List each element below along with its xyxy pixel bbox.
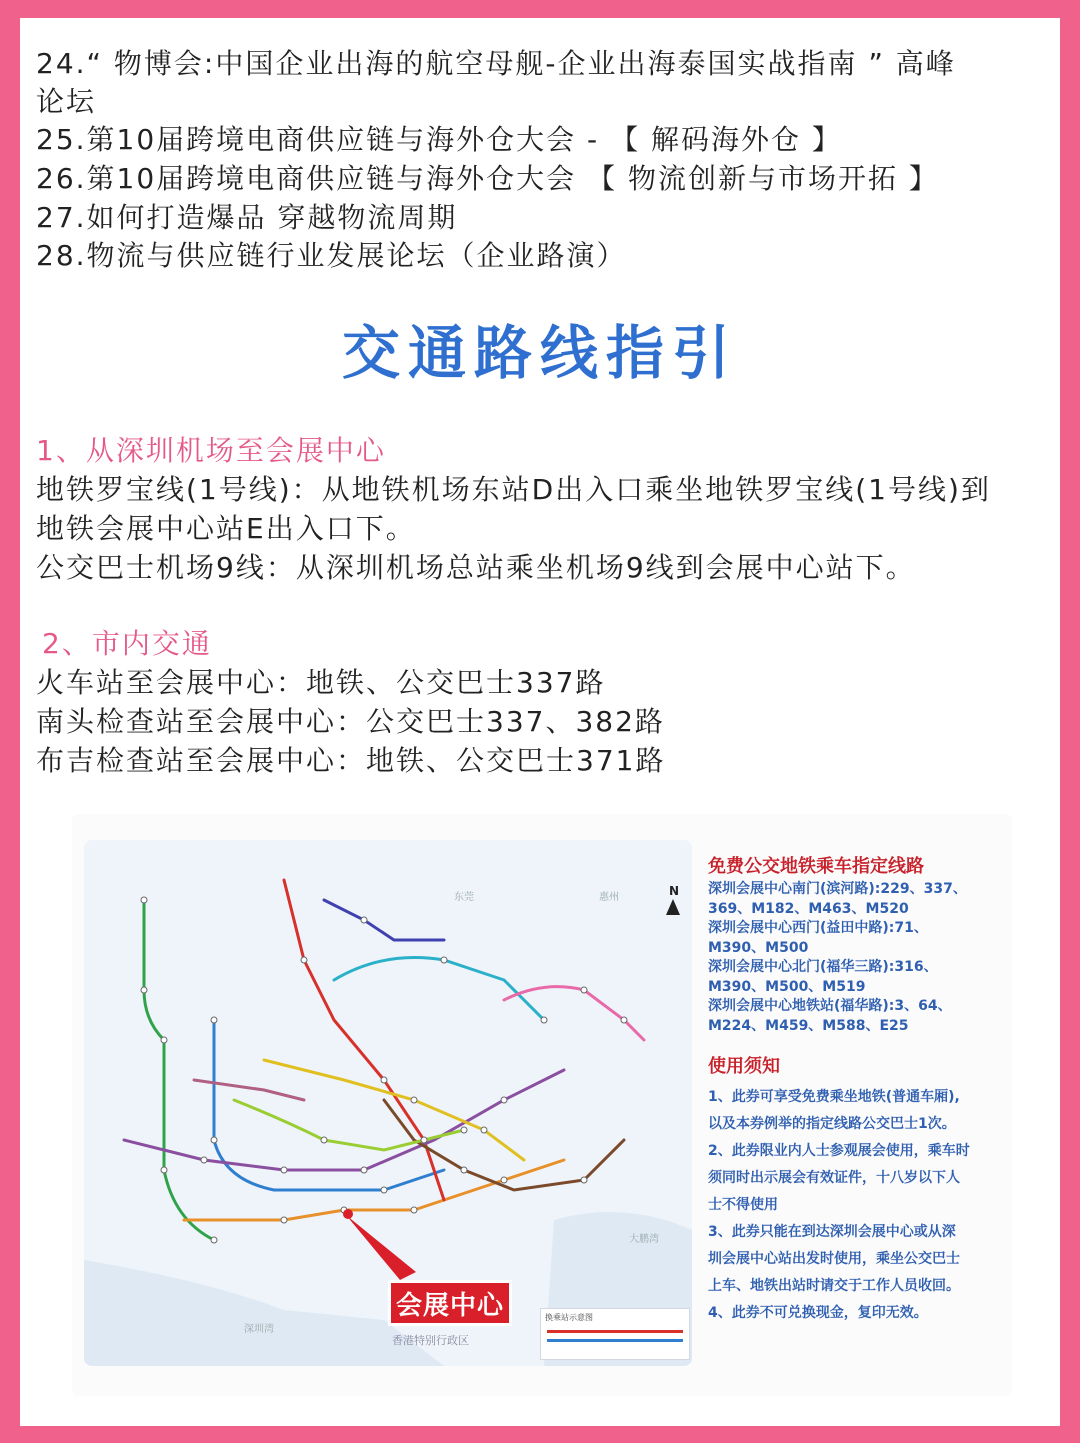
label-dapeng: 大鹏湾: [629, 1234, 659, 1245]
city-route-nantou: 南头检查站至会展中心：公交巴士337、382路: [36, 705, 665, 738]
section-airport-heading: 1、从深圳机场至会展中心: [36, 434, 386, 467]
route-south-gate: 深圳会展中心南门(滨河路):229、337、: [708, 881, 967, 897]
route-south-gate-cont: 369、M182、M463、M520: [708, 900, 909, 917]
legend-line: [547, 1330, 683, 1333]
metro-station: [161, 1037, 167, 1043]
route-west-gate: 深圳会展中心西门(益田中路):71、: [708, 920, 928, 936]
usage-heading: 使用须知: [708, 1056, 780, 1077]
city-route-railway: 火车站至会展中心：地铁、公交巴士337路: [36, 666, 606, 699]
metro-line: [144, 900, 214, 1240]
label-dongguan: 东莞: [454, 892, 474, 903]
metro-station: [321, 1137, 327, 1143]
agenda-item-25: 25.第10届跨境电商供应链与海外仓大会 - 【 解码海外仓 】: [36, 123, 842, 156]
note-2-cont-2: 士不得使用: [708, 1197, 778, 1213]
callout-pointer: [346, 1215, 416, 1280]
metro-station: [141, 897, 147, 903]
venue-callout: 会展中心: [388, 1280, 512, 1326]
page-title: 交通路线指引: [341, 319, 738, 387]
map-legend: [540, 1308, 690, 1360]
legend-title: 换乘站示意图: [545, 1313, 593, 1322]
metro-line: [284, 880, 444, 1200]
note-1-cont: 以及本券例举的指定线路公交巴士1次。: [708, 1116, 956, 1132]
metro-station: [301, 957, 307, 963]
metro-station: [201, 1157, 207, 1163]
metro-station: [541, 1017, 547, 1023]
metro-line: [334, 958, 544, 1021]
airport-metro-text-cont: 地铁会展中心站E出入口下。: [36, 512, 416, 545]
metro-station: [501, 1097, 507, 1103]
metro-station: [441, 957, 447, 963]
metro-station: [461, 1167, 467, 1173]
metro-station: [381, 1077, 387, 1083]
transit-map-card: [72, 814, 1012, 1396]
agenda-item-28: 28.物流与供应链行业发展论坛（企业路演）: [36, 239, 627, 272]
agenda-item-27: 27.如何打造爆品 穿越物流周期: [36, 201, 458, 234]
north-arrow-icon: [666, 899, 680, 915]
metro-line: [504, 987, 644, 1040]
label-bay: 深圳湾: [244, 1324, 274, 1335]
poster: [20, 18, 1060, 1426]
route-north-gate: 深圳会展中心北门(福华三路):316、: [708, 959, 938, 975]
free-routes-heading: 免费公交地铁乘车指定线路: [708, 856, 924, 877]
metro-map: [84, 840, 692, 1366]
note-4: 4、此券不可兑换现金，复印无效。: [708, 1305, 928, 1321]
agenda-item-24: 24.“ 物博会:中国企业出海的航空母舰-企业出海泰国实战指南 ” 高峰: [36, 47, 956, 80]
note-2-cont: 须同时出示展会有效证件，十八岁以下人: [708, 1170, 960, 1186]
metro-station: [381, 1187, 387, 1193]
metro-station: [361, 917, 367, 923]
metro-station: [411, 1097, 417, 1103]
section-city-heading: 2、市内交通: [42, 627, 212, 660]
note-3: 3、此券只能在到达深圳会展中心或从深: [708, 1224, 956, 1240]
route-metro-station-cont: M224、M459、M588、E25: [708, 1017, 909, 1034]
route-north-gate-cont: M390、M500、M519: [708, 978, 866, 995]
city-route-buji: 布吉检查站至会展中心：地铁、公交巴士371路: [36, 744, 666, 777]
label-huizhou: 惠州: [599, 892, 619, 903]
metro-line: [124, 1070, 564, 1170]
note-2: 2、此券限业内人士参观展会使用，乘车时: [708, 1143, 970, 1159]
metro-station: [141, 987, 147, 993]
north-arrow: [668, 884, 680, 915]
legend-line-2: [547, 1339, 683, 1342]
metro-station: [361, 1167, 367, 1173]
metro-station: [501, 1177, 507, 1183]
north-label: N: [668, 884, 680, 898]
metro-station: [621, 1017, 627, 1023]
notice-panel: [708, 854, 1008, 1327]
metro-station: [281, 1167, 287, 1173]
metro-station: [581, 987, 587, 993]
metro-station: [281, 1217, 287, 1223]
metro-station: [211, 1137, 217, 1143]
metro-station: [211, 1237, 217, 1243]
hk-label: 香港特别行政区: [392, 1334, 469, 1347]
note-3-cont-2: 上车、地铁出站时请交于工作人员收回。: [708, 1278, 960, 1294]
metro-station: [411, 1207, 417, 1213]
venue-marker: [343, 1209, 353, 1219]
route-west-gate-cont: M390、M500: [708, 939, 809, 956]
airport-bus-text: 公交巴士机场9线：从深圳机场总站乘坐机场9线到会展中心站下。: [36, 551, 916, 584]
route-metro-station: 深圳会展中心地铁站(福华路):3、64、: [708, 998, 952, 1014]
metro-station: [421, 1137, 427, 1143]
metro-station: [481, 1127, 487, 1133]
metro-line: [324, 900, 444, 940]
note-3-cont: 圳会展中心站出发时使用，乘坐公交巴士: [708, 1251, 960, 1267]
metro-line: [194, 1080, 304, 1100]
airport-metro-text: 地铁罗宝线(1号线)：从地铁机场东站D出入口乘坐地铁罗宝线(1号线)到: [36, 473, 991, 506]
agenda-item-26: 26.第10届跨境电商供应链与海外仓大会 【 物流创新与市场开拓 】: [36, 162, 939, 195]
note-1: 1、此券可享受免费乘坐地铁(普通车厢),: [708, 1089, 960, 1105]
metro-station: [161, 1167, 167, 1173]
metro-station: [211, 1017, 217, 1023]
metro-station: [461, 1127, 467, 1133]
metro-station: [581, 1177, 587, 1183]
agenda-item-24-cont: 论坛: [36, 85, 97, 118]
